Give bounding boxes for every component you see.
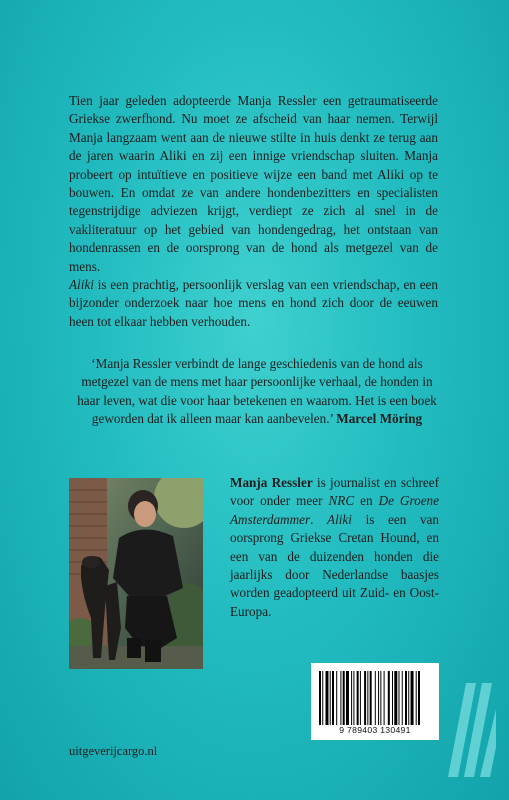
publisher-website: uitgeverijcargo.nl [69, 744, 158, 758]
bio-text-4: is een van oorsprong Griekse Cretan Hound, en een van de duizenden honden die jaarlijks door Nederlandse baasjes worden geadopteerd uit Zuid- en Oost-Europa. [230, 511, 439, 619]
author-bio [230, 474, 439, 621]
blurb-summary-text: is een prachtig, persoonlijk verslag van een vriendschap, en een bijzonder onderzoek naar hoe mens en hond zich door de eeuwen heen tot elkaar hebben verhouden. [69, 277, 438, 329]
blurb-summary [69, 276, 438, 331]
blurb-title-italic: Aliki [69, 277, 94, 293]
author-photo-image [69, 478, 203, 669]
bio-aliki: Aliki [327, 511, 352, 527]
publisher-logo [442, 679, 496, 779]
isbn-number: 9 789403 130491 [339, 725, 411, 735]
bio-text-1: is journalist en schreef voor onder meer [230, 475, 439, 509]
author-photo [69, 478, 203, 669]
bio-nrc: NRC [328, 493, 355, 509]
book-blurb [69, 92, 438, 331]
bio-text-2: en [354, 493, 379, 509]
quote-author: Marcel Möring [336, 411, 423, 427]
barcode-bars [319, 671, 431, 725]
quote-text: ‘Manja Ressler verbindt de lange geschiedenis van de hond als metgezel van de mens met haar persoonlijke verhaal, de honden in haar leven, wat die voor haar betekenen en waarom. Het is een boek geworden dat ik alleen maar kan aanbevelen.’ [77, 356, 437, 427]
isbn-barcode [311, 663, 439, 740]
blurb-intro: Tien jaar geleden adopteerde Manja Ressler een getraumatiseerde Griekse zwerfhond. Nu moet ze afscheid van haar nemen. Terwijl Manja langzaam went aan de nieuwe stilte in huis denkt ze terug aan de jaren waarin Aliki en zij een innige vriendschap sluiten. Manja probeert op intuïtieve en positieve wijze een band met Aliki op te bouwen. En omdat ze van andere hondenbezitters en specialisten tegenstrijdige adviezen krijgt, verdiept ze zich al snel in de vakliteratuur op het gebied van hondengedrag, het ontstaan van hondenrassen en de oorsprong van de hond als metgezel van de mens. [69, 93, 438, 274]
author-name: Manja Ressler [230, 475, 313, 490]
review-quote [72, 355, 442, 429]
bio-groene: De Groene Amsterdammer [230, 493, 439, 527]
bio-text-3: . [310, 511, 328, 527]
